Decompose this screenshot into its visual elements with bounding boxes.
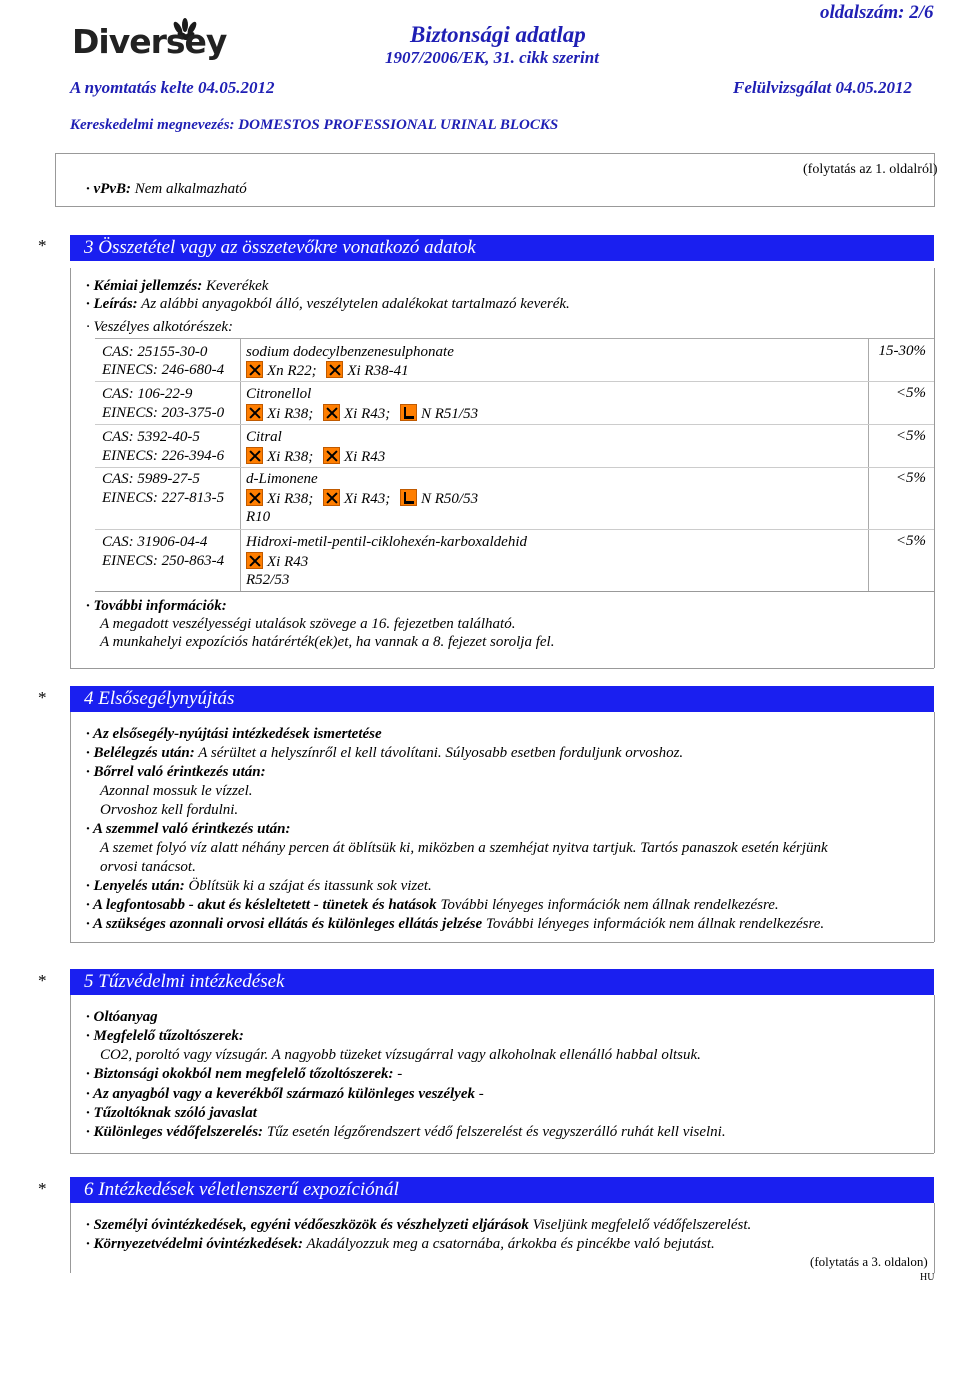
component-hazards: [246, 361, 409, 380]
irritant-icon: [323, 404, 340, 421]
component-einecs: EINECS: 227-813-5: [102, 490, 225, 506]
box-left-line: [55, 153, 56, 206]
environmental-precautions-value: Akadályozzuk meg a csatornába, árkokba és pincékbe való bejutást.: [306, 1236, 715, 1252]
irritant-icon: [326, 361, 343, 378]
section5-box-bottom: [70, 1153, 934, 1154]
component-percent: <5%: [895, 385, 926, 401]
extinguishing-media-heading: · Oltóanyag: [86, 1009, 158, 1025]
chem-char-value: Keverékek: [205, 278, 269, 294]
row-divider: [95, 424, 934, 425]
irritant-icon: [246, 404, 263, 421]
inhalation-line: [86, 744, 683, 762]
vpvb-line: [86, 180, 247, 198]
eye-contact-text: A szemet folyó víz alatt néhány percen át öblítsük ki, miközben a szemhéjat nyitva tartjuk. Tartós panaszok esetén kérjünk: [100, 840, 828, 856]
component-cas: CAS: 5392-40-5: [102, 429, 200, 445]
eye-contact-label: · A szemmel való érintkezés után:: [86, 821, 291, 837]
row-divider: [95, 467, 934, 468]
section4-box-right: [934, 712, 935, 942]
firefighter-advice-heading: · Tűzoltóknak szóló javaslat: [86, 1105, 257, 1121]
skin-contact-text: Azonnal mossuk le vízzel.: [100, 783, 253, 799]
component-name: d-Limonene: [246, 471, 318, 487]
hazard-code: Xn R22;: [267, 363, 317, 379]
suitable-media-label: · Megfelelő tűzoltószerek:: [86, 1028, 244, 1044]
more-info-text: A munkahelyi expozíciós határérték(ek)et, ha vannak a 8. fejezet sorolja fel.: [100, 634, 555, 650]
protective-equipment-line: [86, 1123, 726, 1141]
hazard-code: Xi R43;: [344, 491, 391, 507]
more-info-label: · További információk:: [86, 598, 227, 614]
section4-box-bottom: [70, 942, 934, 943]
section4-star: *: [38, 688, 47, 707]
special-hazards-label: · Az anyagból vagy a keverékből származó különleges veszélyek: [86, 1086, 475, 1102]
more-info-text: A megadott veszélyességi utalások szövege a 16. fejezetben található.: [100, 616, 516, 632]
table-col-divider: [240, 338, 241, 591]
page-number: oldalszám: 2/6: [820, 2, 934, 23]
first-aid-heading: · Az elsősegély-nyújtási intézkedések ismertetése: [86, 726, 382, 742]
harmful-icon: [246, 361, 263, 378]
section6-title: 6 Intézkedések véletlenszerű expozíciónál: [84, 1179, 399, 1200]
hazard-code: N R51/53: [421, 406, 479, 422]
skin-contact-text: Orvoshoz kell fordulni.: [100, 802, 239, 818]
unsuitable-media-label: · Biztonsági okokból nem megfelelő tőzoltószerek:: [86, 1066, 394, 1082]
description-value: Az alábbi anyagokból álló, veszélytelen adalékokat tartalmazó keverék.: [141, 296, 570, 312]
section4-box-left: [70, 712, 71, 942]
irritant-icon: [246, 447, 263, 464]
medical-attention-value: További lényeges információk nem állnak rendelkezésre.: [485, 916, 825, 932]
component-hazards: [246, 489, 478, 508]
component-hazards: [246, 552, 308, 571]
component-einecs: EINECS: 226-394-6: [102, 448, 225, 464]
component-hazards: [246, 404, 478, 423]
vpvb-value: Nem alkalmazható: [134, 181, 247, 197]
component-percent: <5%: [895, 470, 926, 486]
ingestion-line: [86, 877, 432, 895]
component-name: Citral: [246, 429, 282, 445]
component-name: Citronellol: [246, 386, 312, 402]
section3-title: 3 Összetétel vagy az összetevőkre vonatkozó adatok: [84, 237, 476, 258]
hazard-code: Xi R43: [267, 554, 309, 570]
hazard-code: Xi R38-41: [347, 363, 409, 379]
ingestion-value: Öblítsük ki a szájat és itassunk sok vizet.: [188, 878, 432, 894]
chem-char-line: [86, 277, 268, 295]
inhalation-value: A sérültet a helyszínről el kell távolítani. Súlyosabb esetben forduljunk orvoshoz.: [198, 745, 684, 761]
document-title: Biztonsági adatlap: [410, 22, 586, 47]
chem-char-label: · Kémiai jellemzés:: [86, 278, 203, 294]
print-date: A nyomtatás kelte 04.05.2012: [70, 78, 275, 97]
medical-attention-line: [86, 915, 824, 933]
hazardous-components-label: · Veszélyes alkotórészek:: [86, 319, 234, 335]
row-divider: [95, 381, 934, 382]
section5-box-right: [934, 995, 935, 1153]
continued-to: (folytatás a 3. oldalon): [810, 1254, 928, 1269]
table-bottom: [95, 591, 934, 592]
hazard-code: Xi R38;: [267, 449, 314, 465]
continued-from: (folytatás az 1. oldalról): [803, 162, 938, 177]
vpvb-label: · vPvB:: [86, 181, 131, 197]
section4-title: 4 Elsősegélynyújtás: [84, 688, 235, 709]
eye-contact-text: orvosi tanácsot.: [100, 859, 196, 875]
irritant-icon: [323, 447, 340, 464]
component-extra: R10: [246, 509, 271, 525]
logo-wordmark: Diversey: [72, 22, 227, 61]
protective-equipment-label: · Különleges védőfelszerelés:: [86, 1124, 264, 1140]
medical-attention-label: · A szükséges azonnali orvosi ellátás és különleges ellátás jelzése: [86, 916, 483, 932]
hazard-code: Xi R38;: [267, 406, 314, 422]
symptoms-line: [86, 896, 779, 914]
revision-date: Felülvizsgálat 04.05.2012: [733, 78, 912, 97]
section5-star: *: [38, 971, 47, 990]
language-code: HU: [920, 1272, 935, 1283]
section5-title: 5 Tűzvédelmi intézkedések: [84, 971, 285, 992]
section3-star: *: [38, 236, 47, 255]
symptoms-label: · A legfontosabb - akut és késleltetett - tünetek és hatások: [86, 897, 437, 913]
header-divider: [55, 153, 935, 154]
inhalation-label: · Belélegzés után:: [86, 745, 195, 761]
component-hazards: [246, 447, 385, 466]
special-hazards-line: [86, 1085, 484, 1103]
document-subtitle: 1907/2006/EK, 31. cikk szerint: [385, 48, 599, 67]
hazard-code: Xi R43;: [344, 406, 391, 422]
irritant-icon: [323, 489, 340, 506]
component-percent: 15-30%: [878, 343, 926, 359]
component-name: sodium dodecylbenzenesulphonate: [246, 344, 454, 360]
environmental-precautions-label: · Környezetvédelmi óvintézkedések:: [86, 1236, 304, 1252]
component-cas: CAS: 31906-04-4: [102, 534, 208, 550]
section6-box-left: [70, 1203, 71, 1273]
hazard-code: N R50/53: [421, 491, 479, 507]
personal-precautions-label: · Személyi óvintézkedések, egyéni védőeszközök és vészhelyzeti eljárások: [86, 1217, 529, 1233]
suitable-media-text: CO2, poroltó vagy vízsugár. A nagyobb tüzeket vízsugárral vagy alkoholnak ellenálló habbal oltsuk.: [100, 1047, 701, 1063]
row-divider: [95, 529, 934, 530]
trade-name: Kereskedelmi megnevezés: DOMESTOS PROFESSIONAL URINAL BLOCKS: [70, 117, 559, 133]
section3-box-right: [934, 268, 935, 668]
description-label: · Leírás:: [86, 296, 138, 312]
component-einecs: EINECS: 246-680-4: [102, 362, 225, 378]
unsuitable-media-line: [86, 1065, 402, 1083]
symptoms-value: További lényeges információk nem állnak rendelkezésre.: [440, 897, 779, 913]
skin-contact-label: · Bőrrel való érintkezés után:: [86, 764, 266, 780]
unsuitable-media-value: -: [397, 1066, 403, 1082]
section6-star: *: [38, 1179, 47, 1198]
component-name: Hidroxi-metil-pentil-ciklohexén-karboxaldehid: [246, 534, 528, 550]
hazard-code: Xi R43: [344, 449, 386, 465]
environmental-precautions-line: [86, 1235, 715, 1253]
component-percent: <5%: [895, 428, 926, 444]
component-cas: CAS: 5989-27-5: [102, 471, 200, 487]
protective-equipment-value: Tűz esetén légzőrendszert védő felszerelést és vegyszerálló ruhát kell viselni.: [266, 1124, 726, 1140]
description-line: [86, 295, 570, 313]
table-pct-divider: [868, 338, 869, 591]
irritant-icon: [246, 552, 263, 569]
personal-precautions-value: Viseljünk megfelelő védőfelszerelést.: [532, 1217, 752, 1233]
environment-hazard-icon: [400, 404, 417, 421]
box-bottom: [55, 206, 935, 207]
component-cas: CAS: 106-22-9: [102, 386, 193, 402]
special-hazards-value: -: [478, 1086, 484, 1102]
personal-precautions-line: [86, 1216, 751, 1234]
section6-box-right: [934, 1203, 935, 1273]
component-extra: R52/53: [246, 572, 290, 588]
component-percent: <5%: [895, 533, 926, 549]
environment-hazard-icon: [400, 489, 417, 506]
section5-box-left: [70, 995, 71, 1153]
irritant-icon: [246, 489, 263, 506]
ingestion-label: · Lenyelés után:: [86, 878, 185, 894]
component-einecs: EINECS: 250-863-4: [102, 553, 225, 569]
component-cas: CAS: 25155-30-0: [102, 344, 208, 360]
box-right-line: [934, 153, 935, 206]
section3-box-left: [70, 268, 71, 668]
hazard-code: Xi R38;: [267, 491, 314, 507]
component-einecs: EINECS: 203-375-0: [102, 405, 225, 421]
section3-box-bottom: [70, 668, 934, 669]
